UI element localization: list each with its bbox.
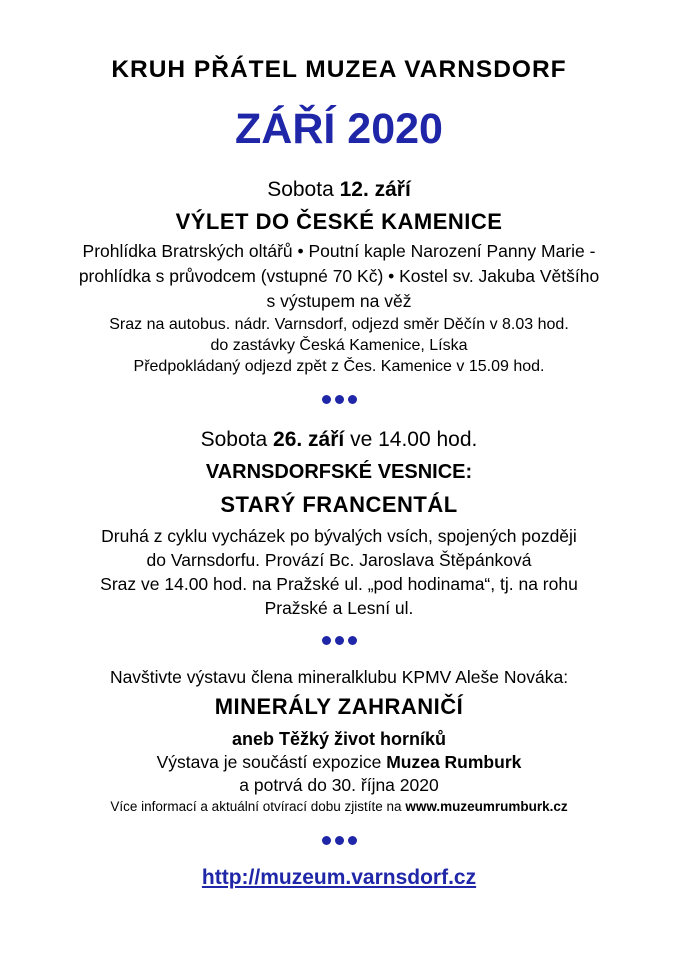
- event2-time: ve 14.00 hod.: [350, 428, 478, 451]
- month-heading: ZÁŘÍ 2020: [235, 105, 443, 153]
- event3-info-prefix: Více informací a aktuální otvírací dobu zjistíte na: [110, 799, 402, 814]
- event1-desc-line1: Prohlídka Bratrských oltářů • Poutní kaple Narození Panny Marie -: [82, 241, 596, 261]
- event2-meet-line2: Pražské a Lesní ul.: [264, 598, 414, 618]
- event3-info: [0, 799, 678, 814]
- event1-title: VÝLET DO ČESKÉ KAMENICE: [175, 209, 503, 234]
- event1-day: Sobota: [267, 178, 334, 201]
- event2-day: Sobota: [200, 428, 268, 451]
- event3-info-link[interactable]: www.muzeumrumburk.cz: [405, 799, 568, 814]
- separator-dots-2: [0, 632, 678, 648]
- event1-date: [0, 178, 678, 202]
- event3-line1: [0, 752, 678, 773]
- event3-intro: Navštivte výstavu člena mineralklubu KPMV Aleše Nováka:: [109, 667, 569, 687]
- event2-date-value: 26. září: [273, 428, 345, 451]
- event2-desc-line2: do Varnsdorfu. Provází Bc. Jaroslava Štěpánková: [146, 550, 532, 570]
- event2-title2: STARÝ FRANCENTÁL: [220, 492, 458, 517]
- event1-meet-line2: do zastávky Česká Kamenice, Líska: [210, 337, 468, 354]
- event1-desc-line3: s výstupem na věž: [266, 291, 412, 311]
- event2-title1: VARNSDORFSKÉ VESNICE:: [205, 461, 473, 483]
- event2-meet-line1: Sraz ve 14.00 hod. na Pražské ul. „pod hodinama“, tj. na rohu: [100, 574, 578, 594]
- event1-meet-line3: Předpokládaný odjezd zpět z Čes. Kamenice v 15.09 hod.: [133, 358, 545, 375]
- event2-date: [0, 428, 678, 452]
- event1-date-value: 12. září: [339, 178, 411, 201]
- event1-meet-line1: Sraz na autobus. nádr. Varnsdorf, odjezd směr Děčín v 8.03 hod.: [109, 316, 569, 333]
- event3-line1-prefix: Výstava je součástí expozice: [156, 752, 382, 772]
- separator-dots-3: [0, 832, 678, 848]
- event3-line2: a potrvá do 30. října 2020: [239, 775, 439, 795]
- website-link[interactable]: http://muzeum.varnsdorf.cz: [201, 866, 477, 889]
- event2-desc-line1: Druhá z cyklu vycházek po bývalých vsích, spojených později: [101, 526, 577, 546]
- organization-title: KRUH PŘÁTEL MUZEA VARNSDORF: [111, 56, 567, 83]
- event3-title: MINERÁLY ZAHRANIČÍ: [214, 694, 464, 719]
- event3-subtitle: aneb Těžký život horníků: [231, 729, 447, 749]
- separator-dots-1: [0, 391, 678, 407]
- event1-desc-line2: prohlídka s průvodcem (vstupné 70 Kč) • Kostel sv. Jakuba Většího: [78, 266, 600, 286]
- event3-museum-name: Muzea Rumburk: [386, 752, 522, 772]
